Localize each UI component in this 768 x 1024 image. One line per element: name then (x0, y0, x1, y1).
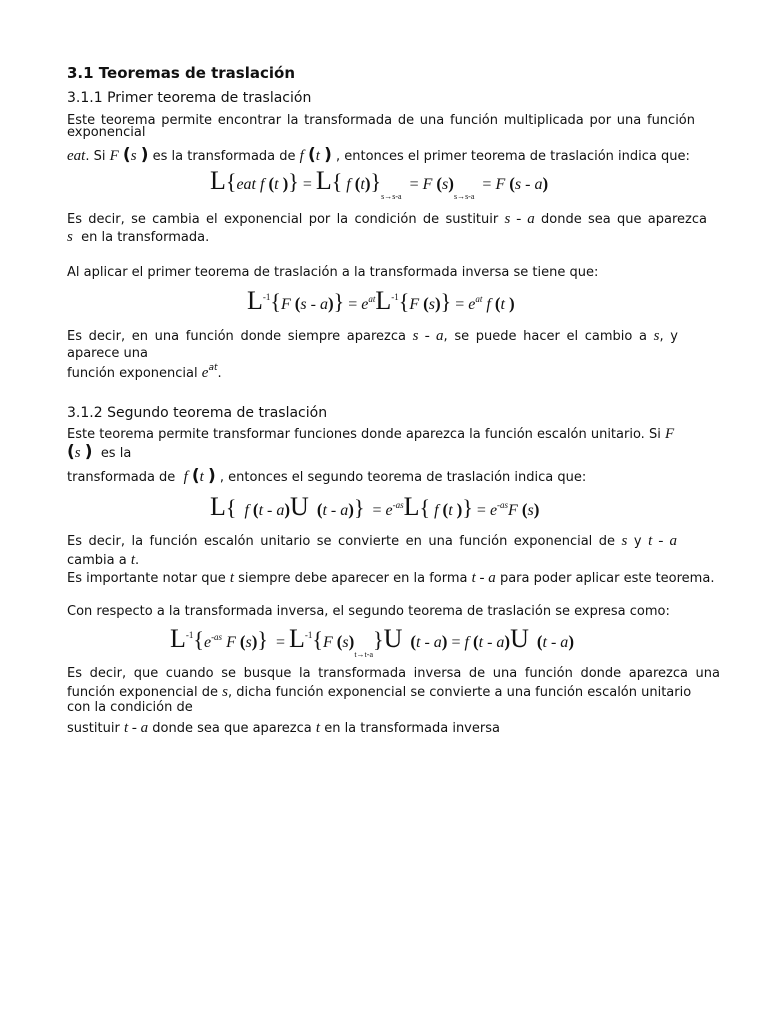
first-intro-line2: exponencial (67, 125, 146, 140)
first-explain-line2: s en la transformada. (67, 229, 210, 245)
first-inverse-explain-line3: función exponencial $e^{at}$. (67, 363, 222, 381)
subsection-title-first: 3.1.1 Primer teorema de traslación (67, 90, 312, 106)
second-explain-line1: Es decir, la función escalón unitario se convierte en una función exponencial de s y t - a (67, 533, 677, 549)
second-inverse-explain-line1: Es decir, que cuando se busque la transformada inversa de una función donde aparezca una (67, 666, 720, 681)
second-intro-line3: transformada de f (t ) , entonces el segundo teorema de traslación indica que: (67, 466, 587, 486)
second-inverse-explain-line2: función exponencial de s, dicha función exponencial se convierte a una función escalón unitario (67, 684, 692, 700)
first-intro-line1: Este teorema permite encontrar la transformada de una función multiplicada por una función (67, 113, 695, 128)
second-inverse-intro: Con respecto a la transformada inversa, el segundo teorema de traslación se expresa como: (67, 604, 670, 619)
second-intro-line1: Este teorema permite transformar funciones donde aparezca la función escalón unitario. Si F (67, 426, 675, 442)
equation-second-theorem: L{ f (t - a)U $(t - a)\} = e^{-as}L${ f (t )} = $e^{-as}F$ (s) (210, 492, 540, 521)
first-intro-line3: eat. Si F (s ) es la transformada de f (t ) , entonces el primer teorema de traslación indica que: (67, 145, 690, 165)
first-inverse-explain-line1: Es decir, en una función donde siempre aparezca s - a, se puede hacer el cambio a s, y (67, 328, 678, 344)
first-inverse-explain-line2: aparece una (67, 346, 148, 361)
equation-first-theorem: L{eat f (t )} = L{ f $(t)\}_{s\to s-a} = F$ $(s)_{s\to s-a} = F$ (s - a) (210, 166, 549, 201)
first-explain-line1: Es decir, se cambia el exponencial por la condición de sustituir s - a donde sea que aparezca (67, 211, 707, 227)
first-inverse-intro: Al aplicar el primer teorema de traslación a la transformada inversa se tiene que: (67, 265, 599, 280)
second-inverse-explain-line3: con la condición de (67, 700, 193, 715)
second-intro-line2: (s ) es la (67, 442, 132, 462)
second-explain-line3: Es importante notar que t siempre debe aparecer en la forma t - a para poder aplicar este teorema. (67, 570, 715, 586)
section-title: 3.1 Teoremas de traslación (67, 64, 296, 82)
second-inverse-explain-line4: sustituir t - a donde sea que aparezca t en la transformada inversa (67, 720, 500, 736)
equation-second-inverse: $L^{-1}\{e^{-as}$ F $(s)\} = L^{-1}\{F$ $(s)_{t\to t-a}\}U$ (t - a) = f (t - a)U (t - a) (170, 624, 574, 659)
second-explain-line2: cambia a t. (67, 552, 140, 568)
subsection-title-second: 3.1.2 Segundo teorema de traslación (67, 405, 328, 421)
equation-first-inverse: $L^{-1}\{F$ $(s - a)\} = e^{at}L^{-1}\{F$ $(s)\} = e^{at}$ f (t ) (247, 286, 515, 315)
